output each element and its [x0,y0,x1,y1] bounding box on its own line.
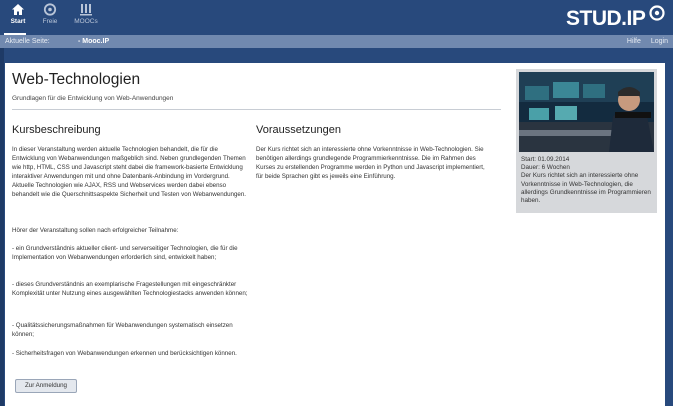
description-heading: Kursbeschreibung [12,124,101,136]
top-navigation-bar [0,0,673,35]
course-details [5,63,510,406]
course-info-text [521,156,655,205]
description-paragraph-6: - Sicherheitsfragen von Webanwendungen erkennen und berücksichtigen können. [12,350,237,357]
course-start: Start: 01.09.2014 [521,156,570,163]
nav-moocs[interactable] [68,3,104,25]
main-content [5,63,665,406]
help-link[interactable]: Hilfe [626,38,641,45]
course-preview-image[interactable] [519,72,654,152]
requirements-heading: Voraussetzungen [256,124,342,136]
title-divider [12,109,501,110]
right-edge [667,48,673,406]
page-subtitle: Grundlagen für die Entwicklung von Web-Anwendungen [12,95,174,102]
logo-dots-icon [648,4,666,22]
breadcrumb-current[interactable]: - Mooc.IP [78,38,110,45]
nav-freie-label: Freie [42,18,58,25]
login-link[interactable]: Login [650,38,668,45]
studip-logo[interactable] [566,4,666,32]
description-paragraph-4: - dieses Grundverständnis an exemplarische Fragestellungen mit eingeschränkter Komplexität unter Nutzung eines ausgewählten Technologiestacks anwenden können; [12,281,248,298]
home-icon [11,3,25,16]
requirements-text: Der Kurs richtet sich an interessierte ohne Vorkenntnisse in Web-Technologien. Sie benötigen allerdings grundlegende Programmierkenntnisse. Die im Rahmen des Kurses zu erstellenden Programme werden in Python und Javascript implementiert, für beide Sprachen gibt es jeweils eine Einführung. [256,146,485,181]
nav-freie[interactable] [32,3,68,25]
left-edge [0,48,4,406]
studio-photo-image [519,72,654,152]
nav-start-label: Start [10,18,26,25]
register-button[interactable]: Zur Anmeldung [15,379,77,393]
logo-text: STUD.IP [566,7,646,30]
course-duration: Dauer: 6 Wochen [521,164,570,172]
moocs-icon [79,3,93,16]
description-paragraph-3: - ein Grundverständnis aktueller client- und serverseitiger Technologien, die für die Implementation von Webanwendungen erforderlich sind, entwickelt haben; [12,245,238,262]
nav-start[interactable] [0,3,36,25]
description-paragraph-5: - Qualitätssicherungsmaßnahmen für Webanwendungen systematisch einsetzen können; [12,322,233,339]
description-paragraph-1: In dieser Veranstaltung werden aktuelle Technologien behandelt, die für die Entwicklung von Webanwendungen maßgeblich sind. Neben grundlegenden Themen wie http, HTML, CSS und Javascript steht dabei die framework-basierte Entwicklung interaktiver Anwendungen mit und ohne Datenbank-Anbindung im Vordergrund. Aktuelle Technologien wie AJAX, RSS und Webservices werden dabei ebenso behandelt wie die Querschnittsaspekte Sicherheit und Testen von Webanwendungen. [12,146,247,199]
page-title: Web-Technologien [12,71,141,88]
course-info-box [516,69,657,213]
compass-icon [43,3,57,16]
breadcrumb-label: Aktuelle Seite: [5,38,50,45]
breadcrumb [0,35,673,48]
course-summary: Der Kurs richtet sich an interessierte ohne Vorkenntnisse in Web-Technologien, die allerdings Grundkenntnisse im Programmieren haben. [521,172,651,205]
nav-moocs-label: MOOCs [74,18,98,25]
header-links [619,35,668,48]
description-paragraph-2: Hörer der Veranstaltung sollen nach erfolgreicher Teilnahme: [12,227,179,234]
